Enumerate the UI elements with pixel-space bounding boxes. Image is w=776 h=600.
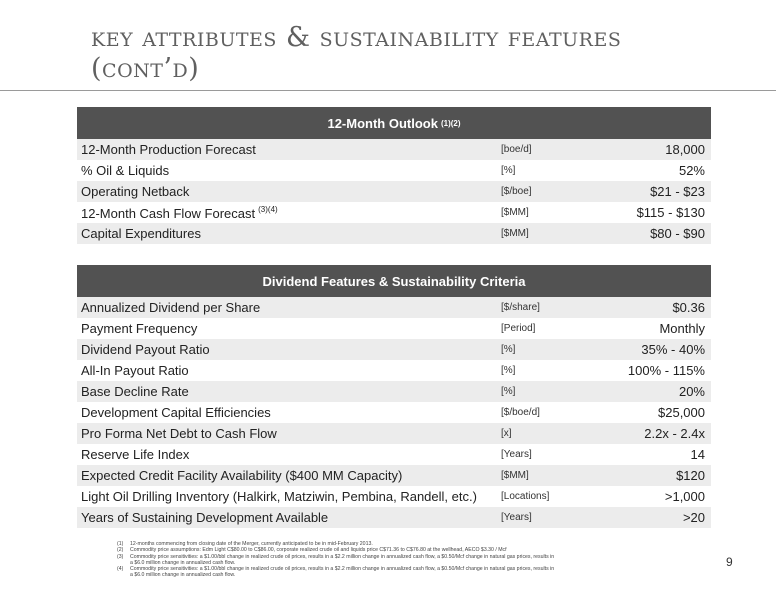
dividend-row [77,402,711,423]
dividend-row-value: $120 [676,468,705,483]
dividend-row-label-text: Annualized Dividend per Share [81,300,261,315]
outlook-row-label [77,226,501,241]
footnote-number: (1) [117,541,124,547]
footnotes [117,541,557,579]
dividend-row-label-text: Dividend Payout Ratio [81,342,210,357]
dividend-table-header [77,265,711,297]
dividend-row-label-text: Base Decline Rate [81,384,189,399]
outlook-row-label [77,184,501,199]
dividend-row-value: 35% - 40% [641,342,705,357]
dividend-header-label: Dividend Features & Sustainability Criteria [262,273,526,289]
dividend-row-value: 100% - 115% [627,363,705,378]
dividend-row-label [77,447,501,462]
outlook-row-label [77,142,501,157]
dividend-row [77,339,711,360]
dividend-row-unit: [%] [501,386,516,397]
dividend-row-value: $0.36 [672,300,705,315]
page-title: key attributes & sustainability features (cont’d) [91,22,622,84]
dividend-row-unit: [Locations] [501,491,550,502]
page-number: 9 [726,555,733,569]
outlook-header-footnote-ref: (1)(2) [440,118,461,128]
dividend-row-label [77,342,501,357]
outlook-row-label-text: 12-Month Cash Flow Forecast [81,205,256,221]
dividend-table [77,265,711,528]
outlook-table [77,107,711,244]
dividend-row-label-text: Reserve Life Index [81,447,190,462]
dividend-row-label [77,405,501,420]
dividend-row-value: 2.2x - 2.4x [644,426,705,441]
footnote-number: (2) [117,547,124,554]
dividend-row-value: $25,000 [658,405,705,420]
dividend-row-label-text: Development Capital Efficiencies [81,405,271,420]
outlook-row-value: 52% [678,163,705,178]
outlook-row [77,139,711,160]
dividend-row-label [77,468,501,483]
dividend-row-unit: [$/share] [501,302,540,313]
dividend-row-label [77,300,501,315]
dividend-row-unit: [%] [501,344,516,355]
dividend-row-unit: [x] [501,428,512,439]
footnote [117,566,557,579]
outlook-row-label [77,205,501,221]
outlook-table-header [77,107,711,139]
dividend-row-label [77,489,501,504]
outlook-row-unit: [%] [501,165,516,176]
dividend-row-label-text: All-In Payout Ratio [81,363,189,378]
outlook-row-unit: [$MM] [501,228,529,239]
dividend-row-unit: [Years] [501,512,532,523]
dividend-row-label [77,510,501,525]
dividend-row-label-text: Light Oil Drilling Inventory (Halkirk, Matziwin, Pembina, Randell, etc.) [81,489,477,504]
outlook-row [77,181,711,202]
outlook-table-body [77,139,711,244]
dividend-row-unit: [Years] [501,449,532,460]
dividend-row [77,507,711,528]
footnote-number: (3) [117,553,124,560]
dividend-row [77,465,711,486]
outlook-row-unit: [boe/d] [501,144,532,155]
footnote-text: Commodity price sensitivities: a $1.00/bbl change in realized crude oil prices, results in a $2.2 million change in annualized cash flow, a $0.50/Mcf change in natural gas prices, results in a $6.0 million change in annualized cash flow. [130,553,555,566]
outlook-row-label-text: Operating Netback [81,184,190,199]
outlook-row-value: $115 - $130 [636,205,705,220]
dividend-row [77,297,711,318]
dividend-row-label-text: Pro Forma Net Debt to Cash Flow [81,426,277,441]
outlook-row-footnote-ref: (3)(4) [258,204,278,214]
outlook-row-label-text: Capital Expenditures [81,226,201,241]
dividend-row-unit: [$MM] [501,470,529,481]
footnote-text: Commodity price sensitivities: a $1.00/bbl change in realized crude oil prices, results in a $2.2 million change in annualized cash flow, a $0.50/Mcf change in natural gas prices, results in a $6.0 million change in annualized cash flow. [130,566,555,579]
dividend-row [77,444,711,465]
dividend-row-label [77,363,501,378]
outlook-row-unit: [$MM] [501,207,529,218]
dividend-row [77,486,711,507]
dividend-row [77,318,711,339]
outlook-row-unit: [$/boe] [501,186,532,197]
dividend-row-value: 20% [678,384,705,399]
dividend-row-value: 14 [690,447,705,462]
outlook-row-label-text: 12-Month Production Forecast [81,142,256,157]
dividend-table-body [77,297,711,528]
outlook-row-label [77,163,501,178]
dividend-row-value: >1,000 [664,489,705,504]
dividend-row-unit: [Period] [501,323,536,334]
outlook-row-value: 18,000 [665,142,705,157]
outlook-row [77,202,711,223]
dividend-row [77,423,711,444]
dividend-row-label-text: Payment Frequency [81,321,198,336]
title-divider [0,90,776,91]
footnote-text: 12-months commencing from closing date of the Merger, currently anticipated to be in mid-February 2013. [130,541,373,547]
footnote-number: (4) [117,566,124,573]
dividend-row-value: Monthly [659,321,705,336]
dividend-row-unit: [%] [501,365,516,376]
outlook-header-label: 12-Month Outlook [327,115,438,131]
dividend-row-label-text: Expected Credit Facility Availability ($400 MM Capacity) [81,468,403,483]
dividend-row-unit: [$/boe/d] [501,407,540,418]
outlook-row-value: $21 - $23 [650,184,705,199]
dividend-row-label [77,426,501,441]
footnote-text: Commodity price assumptions: Edm Light C$80.00 to C$86.00, corporate realized crude oil and liquids price C$71.36 to C$76.80 at the wellhead, AECO $3.30 / Mcf [130,547,507,554]
dividend-row [77,360,711,381]
outlook-row [77,160,711,181]
footnote [117,554,557,567]
dividend-row-value: >20 [682,510,705,525]
dividend-row-label [77,321,501,336]
outlook-row-label-text: % Oil & Liquids [81,163,170,178]
outlook-row [77,223,711,244]
dividend-row-label-text: Years of Sustaining Development Available [81,510,329,525]
dividend-row-label [77,384,501,399]
dividend-row [77,381,711,402]
outlook-row-value: $80 - $90 [650,226,705,241]
